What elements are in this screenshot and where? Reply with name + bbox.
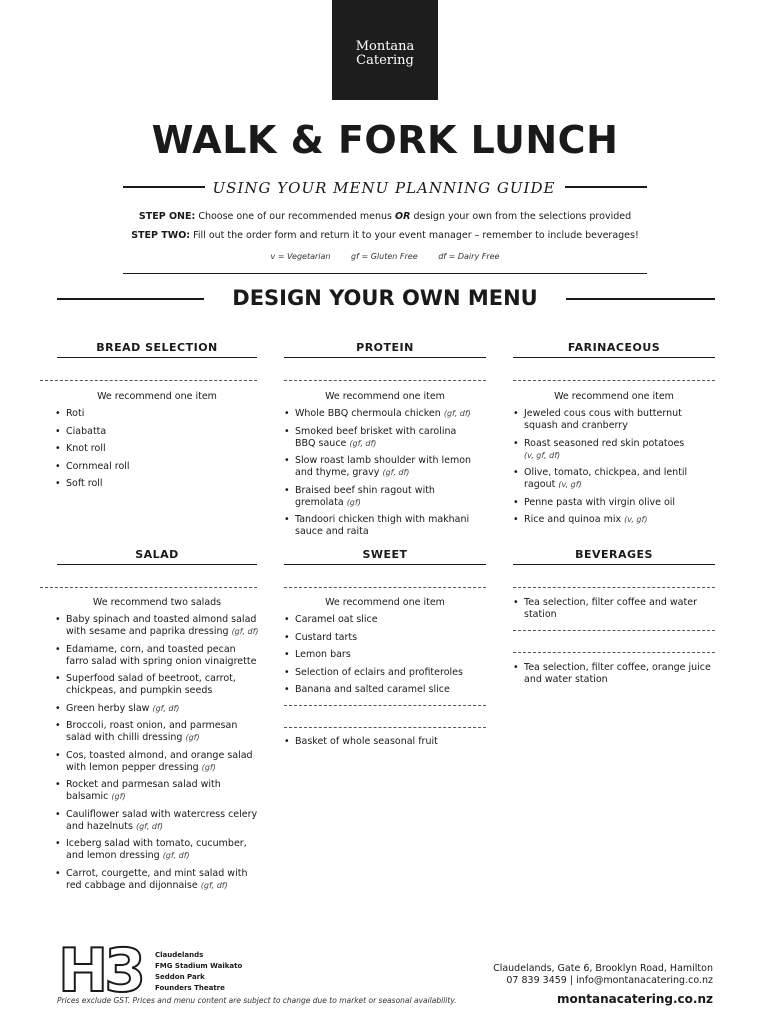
list-item: • Penne pasta with virgin olive oil [513,497,705,509]
list-item: • Cornmeal roll [55,461,255,473]
legend-rule [123,273,647,274]
logo-line-1: Montana [355,39,415,54]
page-title: WALK & FORK LUNCH [151,118,619,162]
protein-heading: PROTEIN [356,341,414,354]
page-subtitle: USING YOUR MENU PLANNING GUIDE [212,179,556,197]
list-item: • Tea selection, filter coffee and water station [513,597,703,621]
list-item: • Carrot, courgette, and mint salad with red cabbage and dijonnaise (gf, df) [55,868,260,892]
beverages-heading: BEVERAGES [575,548,653,561]
list-item: • Jeweled cous cous with butternut squash and cranberry [513,408,705,432]
bread-list [55,408,255,496]
list-item: • Basket of whole seasonal fruit [284,736,484,748]
section-rule-right [566,298,715,300]
venue-item: Seddon Park [155,973,205,981]
bread-recommendation: We recommend one item [97,391,217,402]
step-one-label: STEP ONE: [138,211,196,222]
protein-list [284,408,474,544]
bread-dashed-rule [40,380,257,381]
farinaceous-list [513,408,705,532]
sweet-heading-rule [284,564,486,565]
website-link[interactable]: montanacatering.co.nz [556,992,713,1006]
list-item: • Superfood salad of beetroot, carrot, chickpeas, and pumpkin seeds [55,673,260,697]
step-one-or: OR [395,211,411,222]
subtitle-rule-left [123,186,205,188]
list-item: • Whole BBQ chermoula chicken (gf, df) [284,408,474,420]
contact-block [493,963,713,987]
salad-list [55,614,260,897]
list-item: • Olive, tomato, chickpea, and lentil ragout (v, gf) [513,467,705,491]
list-item: • Knot roll [55,443,255,455]
legend-dairy-free: df = Dairy Free [438,252,500,261]
list-item: • Ciabatta [55,426,255,438]
phone-email[interactable]: 07 839 3459 | info@montanacatering.co.nz [506,975,713,986]
beverages-dashed-rule-3 [513,652,715,653]
subtitle-rule-right [565,186,647,188]
list-item: • Green herby slaw (gf, df) [55,703,260,715]
farinaceous-heading-rule [513,357,715,358]
list-item: • Rice and quinoa mix (v, gf) [513,514,705,526]
dietary-legend [0,252,770,261]
legend-gluten-free: gf = Gluten Free [351,252,418,261]
beverages-list-2 [513,662,713,692]
h3-logo-graphic [57,942,152,996]
list-item: • Roast seasoned red skin potatoes (v, gf, df) [513,438,705,462]
list-item: • Rocket and parmesan salad with balsamic (gf) [55,779,260,803]
bread-heading-rule [57,357,257,358]
venue-item: Claudelands [155,951,204,959]
list-item: • Roti [55,408,255,420]
logo-line-2: Catering [356,53,414,68]
step-two-text: Fill out the order form and return it to your event manager – remember to include beverages! [190,230,639,241]
farinaceous-dashed-rule [513,380,715,381]
step-one [0,211,770,222]
beverages-dashed-rule-2 [513,630,715,631]
legend-vegetarian: v = Vegetarian [270,252,331,261]
step-two [0,230,770,241]
list-item: • Tea selection, filter coffee, orange juice and water station [513,662,713,686]
salad-heading: SALAD [135,548,179,561]
list-item: • Edamame, corn, and toasted pecan farro salad with spring onion vinaigrette [55,644,260,668]
farinaceous-heading: FARINACEOUS [567,341,661,354]
section-title: DESIGN YOUR OWN MENU [232,286,538,310]
list-item: • Caramel oat slice [284,614,484,626]
footnote: Prices exclude GST. Prices and menu content are subject to change due to market or seasonal availability. [57,996,457,1005]
sweet-dashed-rule-2 [284,705,486,706]
h3-logo [57,942,152,996]
salad-heading-rule [57,564,257,565]
sweet-recommendation: We recommend one item [325,597,445,608]
step-two-label: STEP TWO: [131,230,191,241]
protein-heading-rule [284,357,486,358]
list-item: • Soft roll [55,478,255,490]
list-item: • Banana and salted caramel slice [284,684,484,696]
beverages-heading-rule [513,564,715,565]
address: Claudelands, Gate 6, Brooklyn Road, Hamilton [493,963,713,974]
venue-item: FMG Stadium Waikato [155,962,243,970]
sweet-dashed-rule-3 [284,727,486,728]
list-item: • Cos, toasted almond, and orange salad with lemon pepper dressing (gf) [55,750,260,774]
beverages-dashed-rule [513,587,715,588]
farinaceous-recommendation: We recommend one item [554,391,674,402]
list-item: • Smoked beef brisket with carolina BBQ sauce (gf, df) [284,426,474,450]
sweet-extra-list [284,736,484,754]
salad-recommendation: We recommend two salads [92,597,222,608]
list-item: • Braised beef shin ragout with gremolata (gf) [284,485,474,509]
section-rule-left [57,298,204,300]
salad-dashed-rule [40,587,257,588]
list-item: • Slow roast lamb shoulder with lemon and thyme, gravy (gf, df) [284,455,474,479]
step-one-text-a: Choose one of our recommended menus [195,211,396,222]
sweet-dashed-rule [284,587,486,588]
venue-item: Founders Theatre [155,984,225,992]
list-item: • Baby spinach and toasted almond salad with sesame and paprika dressing (gf, df) [55,614,260,638]
list-item: • Cauliflower salad with watercress celery and hazelnuts (gf, df) [55,809,260,833]
list-item: • Tandoori chicken thigh with makhani sauce and raita [284,514,474,538]
step-one-text-b: design your own from the selections provided [410,211,632,222]
sweet-list [284,614,484,702]
protein-dashed-rule [284,380,486,381]
montana-catering-logo [332,0,438,100]
list-item: • Broccoli, roast onion, and parmesan salad with chilli dressing (gf) [55,720,260,744]
list-item: • Iceberg salad with tomato, cucumber, and lemon dressing (gf, df) [55,838,260,862]
bread-heading: BREAD SELECTION [96,341,218,354]
venue-list [155,950,242,994]
sweet-heading: SWEET [362,548,408,561]
protein-recommendation: We recommend one item [325,391,445,402]
list-item: • Selection of eclairs and profiteroles [284,667,484,679]
svg-text:H3: H3 [58,942,142,996]
beverages-list-1 [513,597,703,627]
list-item: • Lemon bars [284,649,484,661]
list-item: • Custard tarts [284,632,484,644]
